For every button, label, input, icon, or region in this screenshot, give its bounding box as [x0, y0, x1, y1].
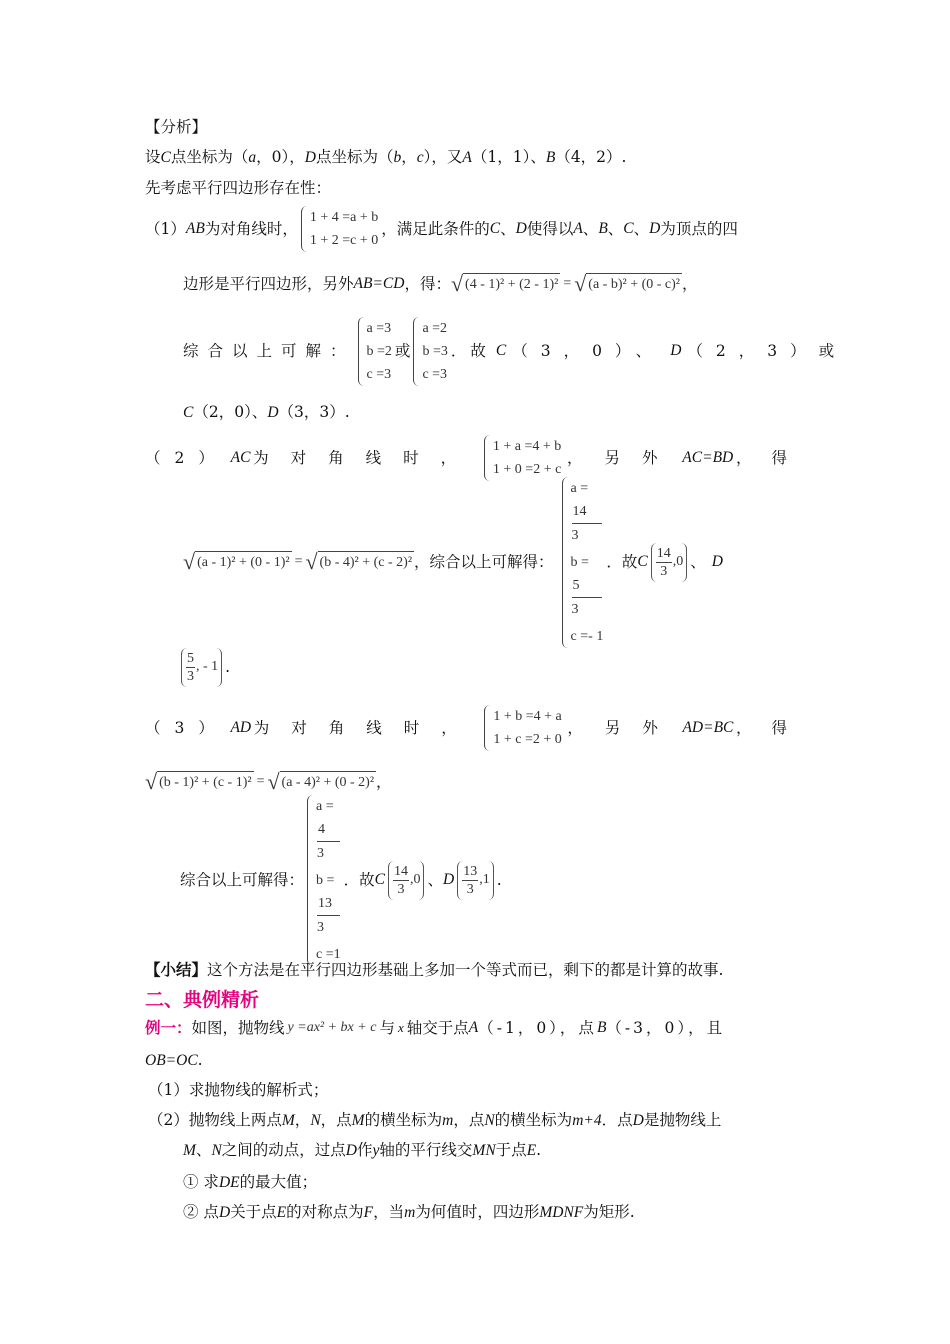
case1-lhs-sqrt: √ (4 - 1)² + (2 - 1)² — [450, 271, 559, 296]
summary-line: 【小结】这个方法是在平行四边形基础上多加一个等式而已，剩下的都是计算的故事. — [145, 960, 724, 979]
case3-line2: √ (b - 1)² + (c - 1)² = √ (a - 4)² + (0 - 2)² ， — [145, 769, 392, 794]
case1-solution-1: a =3 b =2 c =3 — [358, 317, 392, 386]
case3-rhs-sqrt: √ (a - 4)² + (0 - 2)² — [267, 769, 375, 794]
case2-system: 1 + a =4 + b 1 + 0 =2 + c — [484, 435, 561, 481]
case3-point-C: 14 3 ,0 — [388, 861, 425, 900]
example-line2: OB=OC. — [145, 1051, 203, 1069]
case2-line1: （2） AC 为对角线时， 1 + a =4 + b 1 + 0 =2 + c ，另外 AC=BD ，得 — [145, 432, 807, 484]
case1-solution-2: a =2 b =3 c =3 — [413, 317, 447, 386]
case3-system: 1 + b =4 + a 1 + c =2 + 0 — [484, 705, 561, 751]
case2-lhs-sqrt: √ (a - 1)² + (0 - 1)² — [183, 549, 290, 574]
case3-lhs-sqrt: √ (b - 1)² + (c - 1)² — [145, 769, 252, 794]
question-2-line2: M、N之间的动点，过点D作y轴的平行线交MN于点E. — [183, 1141, 542, 1159]
question-2-line1: （2）抛物线上两点M，N，点M的横坐标为m，点N的横坐标为m+4．点D是抛物线上 — [148, 1111, 722, 1129]
case2-point-D: 5 3 , - 1 — [181, 648, 222, 687]
setup-line: 设C点坐标为（a，0），D点坐标为（b，c），又A（1，1）、B（4，2）. — [145, 148, 627, 166]
case3-line1: （3） AD 为对角线时， 1 + b =4 + a 1 + c =2 + 0 ，另外 AD=BC ，得 — [145, 702, 807, 754]
case3-solution: a = 4 3 b = 13 3 c =1 — [307, 795, 341, 966]
case2-solution: a = 14 3 b = 5 3 c =- 1 — [562, 477, 604, 648]
case3-point-D: 13 3 ,1 — [457, 861, 494, 900]
case1-rhs-sqrt: √ (a - b)² + (0 - c)² — [574, 271, 680, 296]
case2-rhs-sqrt: √ (b - 4)² + (c - 2)² — [305, 549, 413, 574]
case2-point-C: 14 3 ,0 — [651, 543, 688, 582]
case2-line2: √ (a - 1)² + (0 - 1)² = √ (b - 4)² + (c - 2)² ，综合以上可解得： a = 14 3 b = 5 3 c =- 1 ．故 C 14 3 ,0 、 D — [183, 494, 723, 630]
section-heading: 二、典例精析 — [145, 989, 260, 1011]
example-label: 例一： — [145, 1018, 192, 1037]
consider-line: 先考虑平行四边形存在性： — [145, 179, 332, 197]
question-1: （1）求抛物线的解析式； — [148, 1081, 329, 1099]
analysis-title: 【分析】 — [145, 118, 208, 136]
case1-line4: C（2，0）、D（3，3）. — [183, 403, 350, 421]
case3-line3: 综合以上可解得： a = 4 3 b = 13 3 c =1 ．故 C 14 3 ,0 、 D 13 3 ,1 . — [180, 812, 502, 948]
case1-line1: （1） AB 为对角线时， 1 + 4 =a + b 1 + 2 =c + 0 ，满足此条件的 C 、 D 使得以 A 、 B 、 C 、 D 为顶点的四 — [145, 204, 738, 254]
sub-question-1: ① 求DE的最大值； — [183, 1173, 318, 1191]
sub-question-2: ② 点D关于点E的对称点为F，当m为何值时，四边形MDNF为矩形. — [183, 1203, 635, 1221]
example-line1: 例一： 如图，抛物线 y =ax² + bx + c 与 x 轴交于点 A （-1，0），点 B （-3，0），且 — [145, 1018, 726, 1037]
case1-system: 1 + 4 =a + b 1 + 2 =c + 0 — [301, 206, 378, 252]
case2-line3: 5 3 , - 1 . — [181, 645, 230, 689]
case1-line3: 综合以上可解： a =3 b =2 c =3 或 a =2 b =3 c =3 ．故 C （3，0）、 D （2，3）或 — [183, 315, 805, 387]
case1-line2: 边形是平行四边形，另外 AB=CD ，得： √ (4 - 1)² + (2 - 1)² = √ (a - b)² + (0 - c)² ， — [183, 271, 698, 296]
